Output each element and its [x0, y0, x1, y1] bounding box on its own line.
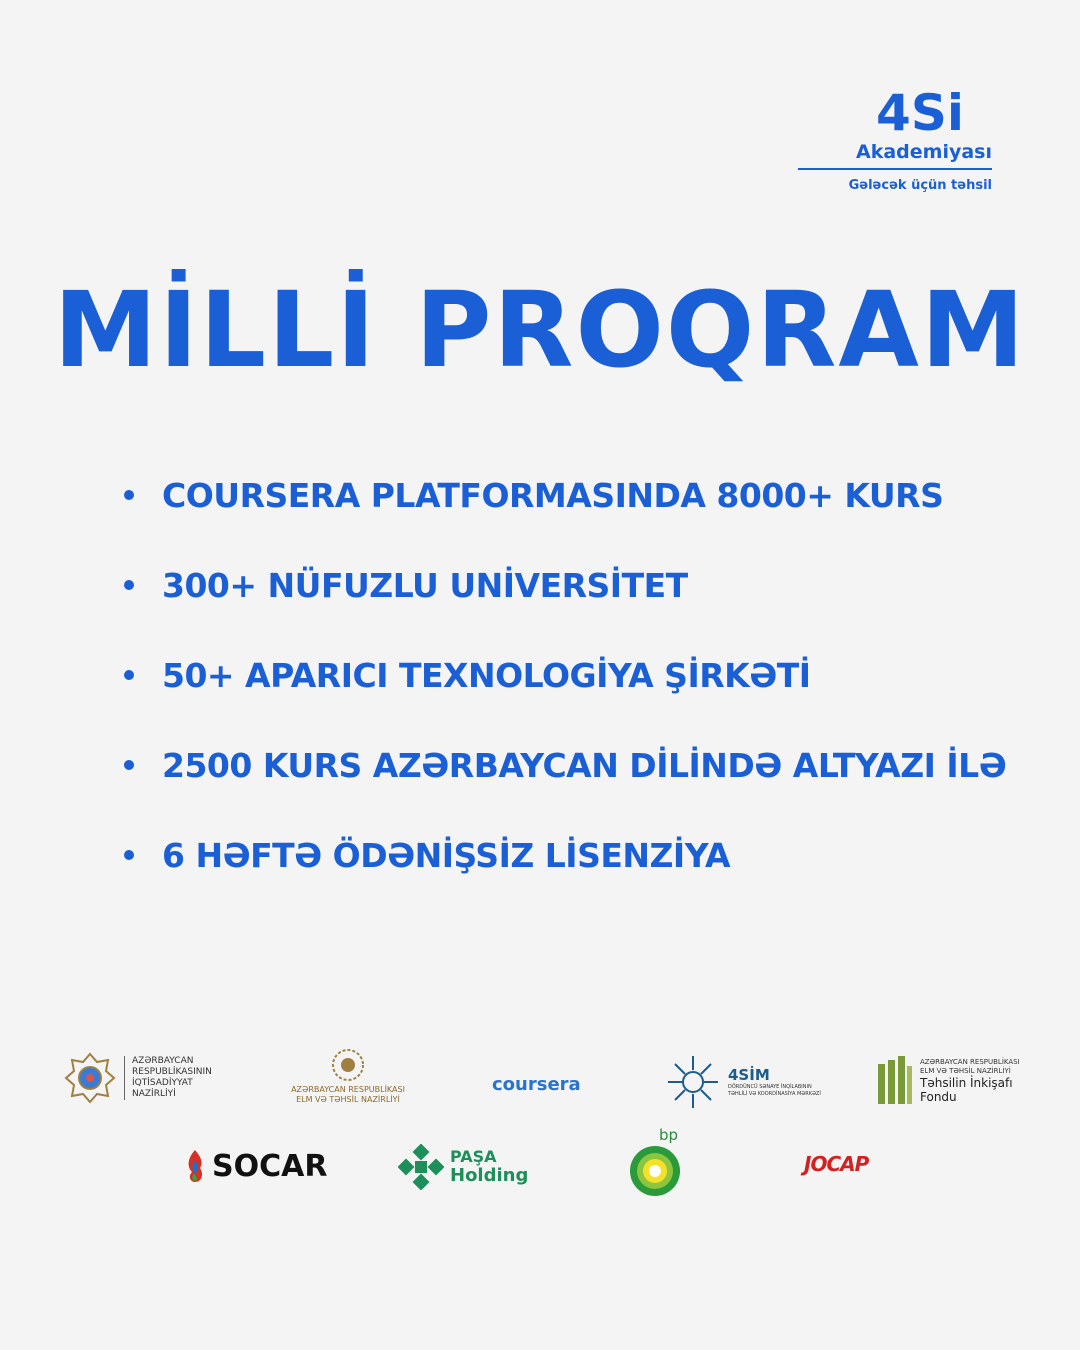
- brand-divider: [798, 168, 992, 170]
- list-item: 2500 KURS AZƏRBAYCAN DİLİNDƏ ALTYAZI İLƏ: [124, 740, 1006, 790]
- emblem-icon: [331, 1048, 365, 1082]
- list-item: 6 HƏFTƏ ÖDƏNİŞSİZ LİSENZİYA: [124, 830, 1006, 880]
- fsim-icon: [664, 1054, 722, 1110]
- list-item: 300+ NÜFUZLU UNİVERSİTET: [124, 560, 1006, 610]
- education-ministry-logo: AZƏRBAYCAN RESPUBLİKASI ELM VƏ TƏHSİL NAZİRLİYİ: [286, 1048, 410, 1105]
- feature-list: [124, 470, 1006, 920]
- pasha-icon: [398, 1144, 444, 1190]
- flame-icon: [182, 1148, 208, 1184]
- helios-icon: [628, 1144, 682, 1198]
- list-item: COURSERA PLATFORMASINDA 8000+ KURS: [124, 470, 1006, 520]
- bullet-icon: [124, 580, 134, 590]
- bp-logo: bp: [628, 1126, 682, 1198]
- jocap-logo: JOCAP: [804, 1152, 869, 1176]
- brand-tagline: Gələcək üçün təhsil: [848, 178, 992, 193]
- bullet-icon: [124, 490, 134, 500]
- page-title: MİLLİ PROQRAM: [53, 269, 1027, 391]
- fsim-logo: 4SİM DÖRDÜNCÜ SƏNAYE İNQİLABININ TƏHLİLİ VƏ KOORDİNASİYA MƏRKƏZİ: [664, 1054, 821, 1110]
- bullet-icon: [124, 850, 134, 860]
- coursera-logo: coursera: [492, 1074, 581, 1095]
- economy-ministry-logo: AZƏRBAYCAN RESPUBLİKASININ İQTİSADİYYAT NAZİRLİYİ: [64, 1052, 212, 1104]
- pasha-holding-logo: PAŞA Holding: [398, 1144, 528, 1190]
- emblem-icon: [64, 1052, 116, 1104]
- brand-subtitle: Akademiyası: [856, 141, 992, 163]
- fund-logo: AZƏRBAYCAN RESPUBLİKASI ELM VƏ TƏHSİL NAZİRLİYİ Təhsilin İnkişafı Fondu: [876, 1056, 1020, 1106]
- fund-icon: [876, 1056, 914, 1106]
- bullet-icon: [124, 760, 134, 770]
- list-item: 50+ APARICI TEXNOLOGİYA ŞİRKƏTİ: [124, 650, 1006, 700]
- brand-name: 4Si: [876, 84, 964, 142]
- socar-logo: SOCAR: [182, 1148, 327, 1184]
- bullet-icon: [124, 670, 134, 680]
- brand-logo: [798, 84, 992, 193]
